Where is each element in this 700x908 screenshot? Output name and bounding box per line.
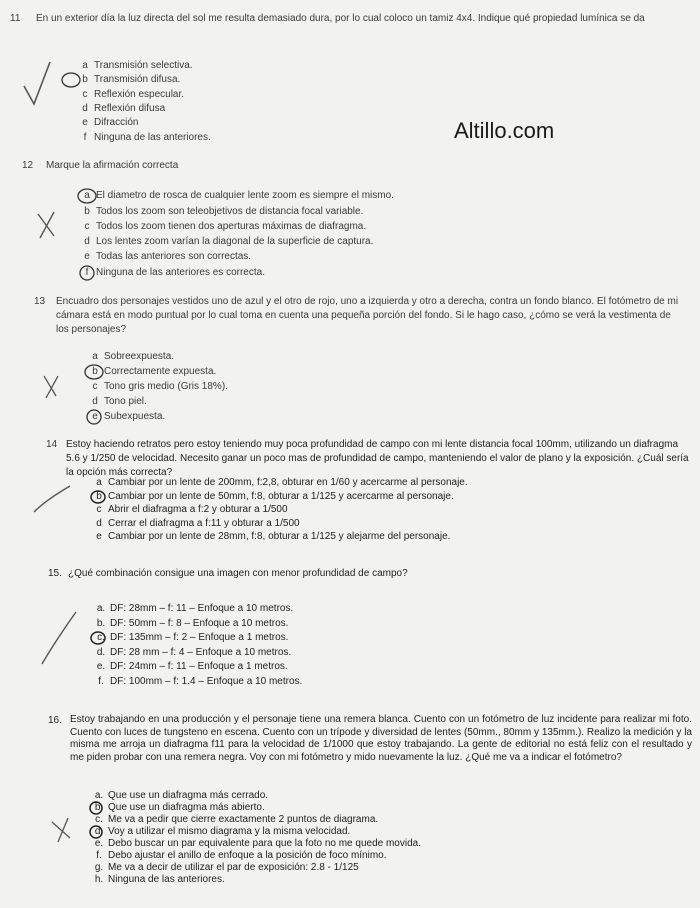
q14-option-b: b Cambiar por un lente de 50mm, f:8, obturar a 1/125 y acercarme al personaje. bbox=[96, 491, 454, 502]
q16-option-c: c. Me va a pedir que cierre exactamente 2 puntos de diagrama. bbox=[95, 814, 379, 825]
q15-option-b: b. DF: 50mm – f: 8 – Enfoque a 10 metros. bbox=[96, 618, 289, 629]
q12-option-e: e Todas las anteriores son correctas. bbox=[84, 251, 252, 262]
question-12-number: 12 bbox=[22, 160, 34, 171]
question-15-number: 15. bbox=[48, 568, 62, 579]
question-15-text: ¿Qué combinación consigue una imagen con menor profundidad de campo? bbox=[68, 568, 408, 579]
q11-option-c: c Reflexión especular. bbox=[82, 89, 185, 100]
q14-option-a: a Cambiar por un lente de 200mm, f:2,8, obturar en 1/60 y acercarme al personaje. bbox=[96, 477, 468, 488]
q15-option-d: d. DF: 28 mm – f: 4 – Enfoque a 10 metros. bbox=[96, 647, 292, 658]
q13-option-e: e Subexpuesta. bbox=[92, 411, 166, 422]
q11-option-f: f Ninguna de las anteriores. bbox=[83, 132, 211, 143]
q16-option-f: f. Debo ajustar el anillo de enfoque a la posición de foco mínimo. bbox=[96, 850, 387, 861]
check-mark-q11 bbox=[24, 62, 50, 104]
q14-option-e: e Cambiar por un lente de 28mm, f:8, obturar a 1/125 y alejarme del personaje. bbox=[96, 531, 451, 542]
q13-option-c: c Tono gris medio (Gris 18%). bbox=[92, 381, 228, 392]
question-14-text: Estoy haciendo retratos pero estoy teniendo muy poca profundidad de campo con mi lente distancia focal 100mm, utilizando un diafragma 5.6 y 1/250 de velocidad. Necesito ganar un poco mas de profundidad de campo, manteniendo el valor de plano y la exposición. ¿Cuál sería la opción más correcta? bbox=[66, 439, 692, 478]
q11-option-a: a Transmisión selectiva. bbox=[82, 60, 193, 71]
q11-option-b: b Transmisión difusa. bbox=[82, 74, 181, 85]
question-12-text: Marque la afirmación correcta bbox=[46, 160, 179, 171]
q12-option-a: a El diametro de rosca de cualquier lente zoom es siempre el mismo. bbox=[84, 190, 394, 201]
q15-option-a: a. DF: 28mm – f: 11 – Enfoque a 10 metros. bbox=[96, 603, 294, 614]
q15-option-c: c. DF: 135mm – f: 2 – Enfoque a 1 metros. bbox=[97, 632, 289, 643]
question-11-text: En un exterior día la luz directa del sol me resulta demasiado dura, por lo cual coloco un tamiz 4x4. Indique qué propiedad lumínica se da bbox=[36, 13, 645, 24]
q16-option-a: a. Que use un diafragma más cerrado. bbox=[94, 790, 269, 801]
question-16-text: Estoy trabajando en una producción y el personaje tiene una remera blanca. Cuento con un fotómetro de luz incidente para realizar mi foto. Cuento con luces de tungsteno en escena. Cuento con un trípode y diversidad de lentes (50mm., 80mm y 135mm.). Realizo la medición y la misma me arroja un diafragma f11 para la velocidad de 1/1000 que estoy trabajando. La gente de editorial no está feliz con el resultado y me piden probar con una remera negra. Voy con mi fotómetro y mido nuevamente la luz. ¿Qué me va a indicar el fotómetro? bbox=[70, 714, 695, 763]
question-13-number: 13 bbox=[34, 296, 46, 307]
question-14-number: 14 bbox=[46, 439, 58, 450]
question-16-number: 16. bbox=[48, 715, 62, 726]
q14-option-d: d Cerrar el diafragma a f:11 y obturar a 1/500 bbox=[96, 518, 300, 529]
q14-option-c: c Abrir el diafragma a f:2 y obturar a 1/500 bbox=[96, 504, 288, 515]
q13-option-b: b Correctamente expuesta. bbox=[92, 366, 217, 377]
q11-option-e: e Difracción bbox=[82, 117, 139, 128]
check-mark-q14 bbox=[34, 486, 70, 512]
q11-option-d: d Reflexión difusa bbox=[82, 103, 166, 114]
q16-option-e: e. Debo buscar un par equivalente para que la foto no me quede movida. bbox=[94, 838, 421, 849]
q16-option-b: b. Que use un diafragma más abierto. bbox=[94, 802, 265, 813]
q13-option-d: d Tono piel. bbox=[92, 396, 147, 407]
check-mark-q15 bbox=[42, 612, 76, 664]
watermark: Altillo.com bbox=[454, 118, 555, 143]
q12-option-f: f Ninguna de las anteriores es correcta. bbox=[85, 267, 265, 278]
x-mark-q13 bbox=[44, 376, 58, 398]
q13-option-a: a Sobreexpuesta. bbox=[92, 351, 175, 362]
question-11-number: 11 bbox=[10, 13, 21, 24]
question-13-text: Encuadro dos personajes vestidos uno de azul y el otro de rojo, uno a izquierda y otro a derecha, contra un fondo blanco. El fotómetro de mi cámara está en modo puntual por lo cual toma en cuenta una pequeña porción del fondo. Si le hago caso, ¿cómo se verá la vestimenta de los personajes? bbox=[56, 296, 681, 335]
q15-option-e: e. DF: 24mm – f: 11 – Enfoque a 1 metros. bbox=[96, 661, 288, 672]
q16-option-g: g. Me va a decir de utilizar el par de exposición: 2.8 - 1/125 bbox=[94, 862, 359, 873]
q12-option-d: d Los lentes zoom varían la diagonal de la superficie de captura. bbox=[84, 236, 374, 247]
q12-option-b: b Todos los zoom son teleobjetivos de distancia focal variable. bbox=[84, 206, 364, 217]
q15-option-f: f. DF: 100mm – f: 1.4 – Enfoque a 10 metros. bbox=[98, 676, 303, 687]
x-mark-q12 bbox=[38, 212, 54, 238]
x-mark-q16 bbox=[52, 818, 70, 842]
q16-option-h: h. Ninguna de las anteriores. bbox=[94, 874, 225, 885]
q12-option-c: c Todos los zoom tienen dos aperturas máximas de diafragma. bbox=[84, 221, 367, 232]
q16-option-d: d. Voy a utilizar el mismo diagrama y la misma velocidad. bbox=[94, 826, 351, 837]
